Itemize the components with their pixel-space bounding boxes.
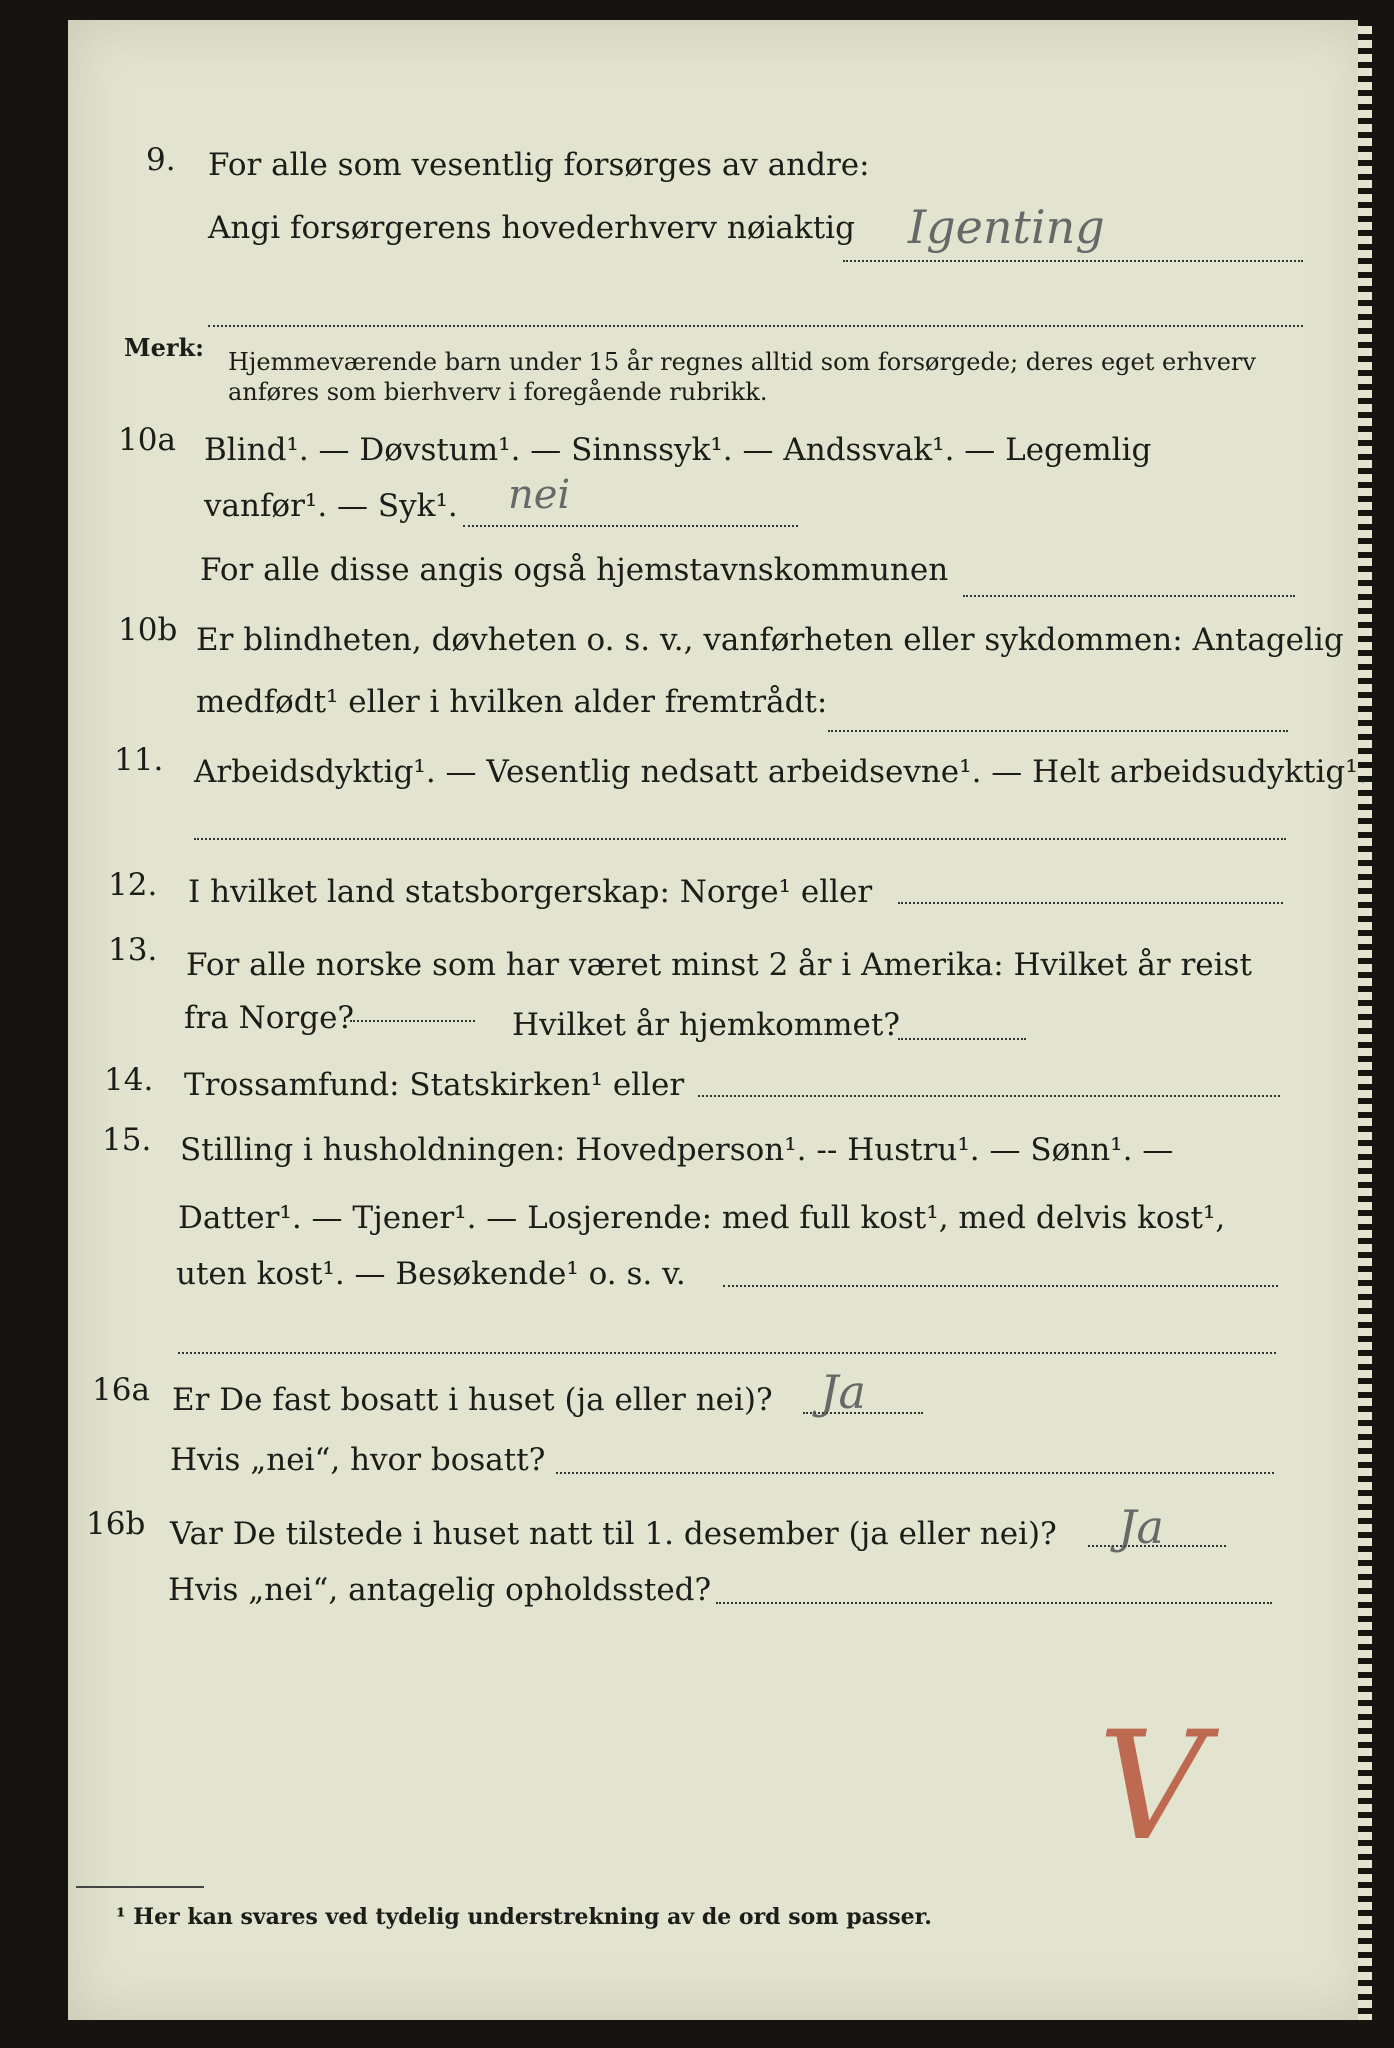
q15-extra-line[interactable] xyxy=(178,1352,1276,1354)
q16b-line1: Var De tilstede i huset natt til 1. desember (ja eller nei)? xyxy=(170,1516,1057,1552)
q11-number: 11. xyxy=(114,742,164,778)
q12-line1: I hvilket land statsborgerskap: Norge¹ eller xyxy=(188,874,873,910)
q9-answer-line[interactable] xyxy=(843,260,1303,262)
q13-line1: For alle norske som har været minst 2 år i Amerika: Hvilket år reist xyxy=(186,947,1252,983)
footnote: ¹ Her kan svares ved tydelig understrekning av de ord som passer. xyxy=(116,1904,932,1930)
q10b-answer-line[interactable] xyxy=(828,730,1288,732)
q9-number: 9. xyxy=(146,142,176,178)
q13-left-line[interactable] xyxy=(350,1020,475,1022)
q10a-line1: Blind¹. — Døvstum¹. — Sinnssyk¹. — Andssvak¹. — Legemlig xyxy=(204,432,1152,468)
q9-line2: Angi forsørgerens hovederhverv nøiaktig xyxy=(208,210,855,246)
q16a-handwritten-answer: Ja xyxy=(820,1365,866,1419)
merk-label: Merk: xyxy=(124,333,204,362)
q10a-answer-line[interactable] xyxy=(463,525,798,527)
q14-number: 14. xyxy=(104,1062,154,1098)
q13-line2b: Hvilket år hjemkommet? xyxy=(512,1007,900,1043)
q10a-number: 10a xyxy=(118,422,176,458)
q14-line1: Trossamfund: Statskirken¹ eller xyxy=(184,1067,685,1103)
q10a-handwritten-answer: nei xyxy=(508,472,571,518)
q9-line1: For alle som vesentlig forsørges av andre: xyxy=(208,147,870,183)
q10a-municipality-line[interactable] xyxy=(963,595,1295,597)
q15-line3: uten kost¹. — Besøkende¹ o. s. v. xyxy=(176,1256,686,1292)
q16a-number: 16a xyxy=(92,1372,150,1408)
q13-right-line[interactable] xyxy=(898,1038,1026,1040)
q11-line1: Arbeidsdyktig¹. — Vesentlig nedsatt arbeidsevne¹. — Helt arbeidsudyktig¹. xyxy=(194,754,1368,790)
q15-answer-line[interactable] xyxy=(723,1285,1278,1287)
q13-number: 13. xyxy=(108,932,158,968)
q10a-line3: For alle disse angis også hjemstavnskommunen xyxy=(200,552,949,588)
q11-answer-line[interactable] xyxy=(194,838,1286,840)
q16b-handwritten-answer: Ja xyxy=(1118,1500,1164,1554)
q15-line1: Stilling i husholdningen: Hovedperson¹. -- Hustru¹. — Sønn¹. — xyxy=(180,1132,1174,1168)
q10a-line2: vanfør¹. — Syk¹. xyxy=(204,488,458,524)
footnote-rule xyxy=(76,1886,204,1888)
q10b-line2: medfødt¹ eller i hvilken alder fremtrådt: xyxy=(196,684,828,720)
q16a-line2: Hvis „nei“, hvor bosatt? xyxy=(170,1442,546,1478)
q16a-line1: Er De fast bosatt i huset (ja eller nei)? xyxy=(172,1382,773,1418)
q10b-number: 10b xyxy=(118,612,178,648)
q12-answer-line[interactable] xyxy=(898,902,1283,904)
q9-extra-line[interactable] xyxy=(208,325,1303,327)
q12-number: 12. xyxy=(108,867,158,903)
q13-line2a: fra Norge? xyxy=(184,1000,355,1036)
q15-line2: Datter¹. — Tjener¹. — Losjerende: med full kost¹, med delvis kost¹, xyxy=(178,1200,1226,1236)
red-check-mark: V xyxy=(1098,1700,1207,1874)
q14-answer-line[interactable] xyxy=(698,1095,1280,1097)
q16b-number: 16b xyxy=(86,1506,146,1542)
census-form-page xyxy=(68,20,1372,2020)
q16b-stay-line[interactable] xyxy=(716,1602,1272,1604)
q9-handwritten-answer: Igenting xyxy=(908,200,1105,254)
merk-line2: anføres som bierhverv i foregående rubrikk. xyxy=(228,378,768,406)
q10b-line1: Er blindheten, døvheten o. s. v., vanførheten eller sykdommen: Antagelig xyxy=(196,622,1344,658)
merk-line1: Hjemmeværende barn under 15 år regnes alltid som forsørgede; deres eget erhverv xyxy=(228,348,1256,376)
q16a-residence-line[interactable] xyxy=(556,1472,1274,1474)
q16b-line2: Hvis „nei“, antagelig opholdssted? xyxy=(168,1572,712,1608)
perforated-edge xyxy=(1358,20,1372,2020)
q15-number: 15. xyxy=(102,1122,152,1158)
